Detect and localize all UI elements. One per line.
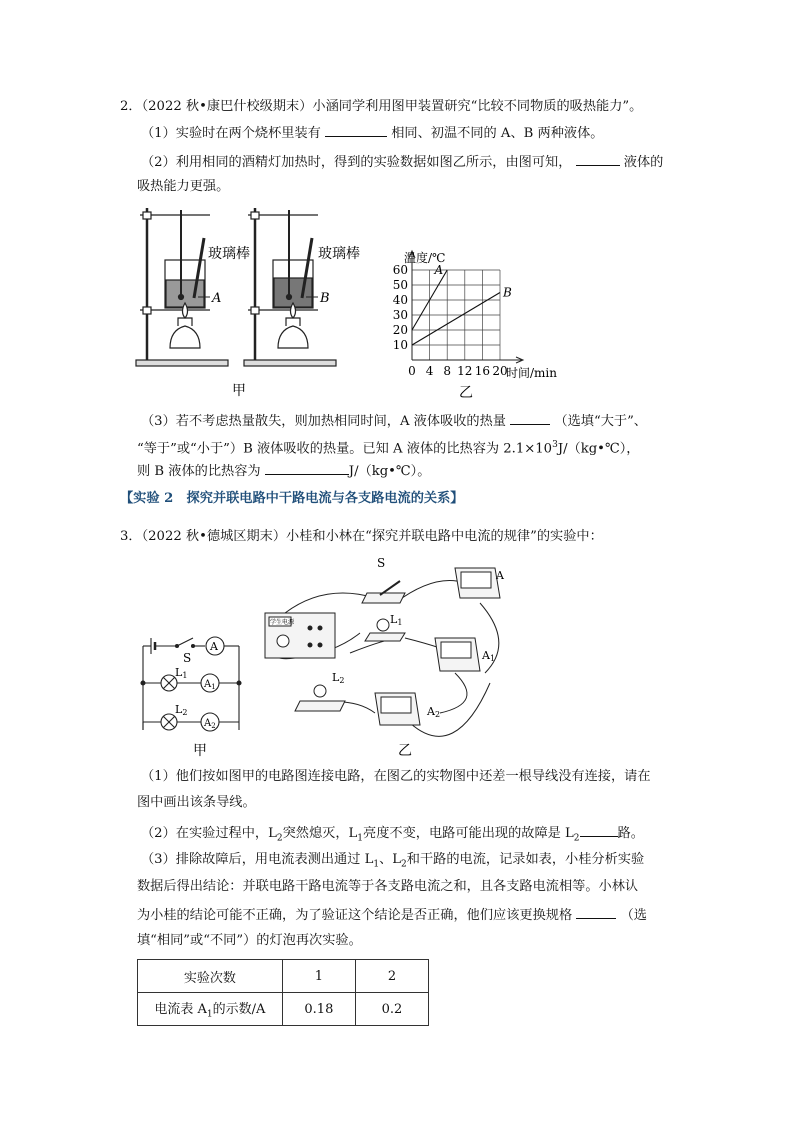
y-tick-label: 60 [392,263,408,277]
q3-part2-text-b: 突然熄灭，L [282,826,358,841]
y-tick-label: 40 [392,293,408,307]
label-l2: L2 [175,703,188,717]
q2-part2-text-a: （2）利用相同的酒精灯加热时，得到的实验数据如图乙所示，由图可知， [141,155,572,170]
q2-part3-text-b: （选填“大于”、 [554,414,647,429]
series-label-a: A [434,263,444,277]
q3-part2 [141,822,644,849]
q2-part3-text-a: （3）若不考虑热量散失，则加热相同时间，A 液体吸收的热量 [141,414,506,429]
q3-part1-cont: 图中画出该条导线。 [137,795,256,810]
q2-part3 [141,410,647,432]
q3-part3-sub2: 2 [401,859,407,870]
q3-part3-text-line3b: （选 [620,908,647,923]
label-ammeter-a2-phys: A2 [427,705,441,719]
q2-part3-line3 [137,460,430,482]
q3-part3-text-line3a: 为小桂的结论可能不正确，为了验证这个结论是否正确，他们应该更换规格 [137,908,573,923]
q3-part1: （1）他们按如图甲的电路图连接电路，在图乙的实物图中还差一根导线没有连接，请在 [141,769,651,784]
x-tick-label: 0 [408,364,416,378]
q3-part3 [141,850,644,875]
caption-circuit-jia: 甲 [193,743,207,759]
q2-part2 [141,151,663,173]
q3-circuit-diagram [135,620,265,760]
q3-physical-circuit [255,553,525,763]
q2-part3-text-c: “等于”或“小于”）B 液体吸收的热量。已知 A 液体的比热容为 2.1×10 [137,441,553,457]
x-tick-label: 20 [492,364,508,378]
label-liquid-a: A [212,291,222,306]
q3-part3-text-c: 和干路的电流，记录如表，小桂分析实验 [406,852,645,867]
q3-part2-text-c: 亮度不变，电路可能出现的故障是 L [363,826,574,841]
q3-part3-line2: 数据后得出结论：并联电路干路电流等于各支路电流之和，且各支路电流相等。小林认 [137,879,639,894]
label-l1-phys: L1 [390,613,403,627]
apparatus-a [136,208,228,366]
table-head-2: 2 [355,960,428,993]
label-power-supply: 学生电源 [270,619,295,626]
section-title-exp2: 【实验 2 探究并联电路中干路电流与各支路电流的关系】 [120,491,464,506]
q3-data-table [137,959,429,1026]
table-cell-2: 0.2 [355,993,428,1026]
caption-yi: 乙 [459,385,473,400]
label-switch-s: S [183,651,192,665]
q3-part3-sub1: 1 [373,859,380,870]
label-ammeter-a2: $A_2$ [204,718,216,730]
q2-part3-line2 [137,435,639,459]
q2-figure-apparatus [128,200,378,400]
q2-part3-exp: 3 [552,440,558,450]
apparatus-b [244,208,336,366]
q2-temperature-chart [390,240,575,400]
q3-blank-1[interactable] [580,822,618,837]
q2-part1 [141,122,603,144]
caption-jia: 甲 [232,383,246,399]
q2-blank-1[interactable] [325,122,387,137]
label-ammeter-a-phys: A [496,569,504,582]
q3-part3-line4: 填“相同”或“不同”）的灯泡再次实验。 [137,933,362,948]
q2-blank-3[interactable] [510,410,550,425]
q2-header: 2．（2022 秋•康巴什校级期末）小涵同学利用图甲装置研究“比较不同物质的吸热能力”。 [120,99,643,114]
q2-part1-text-a: （1）实验时在两个烧杯里装有 [141,126,321,141]
q2-part3-text-f: J/（kg•℃）。 [348,464,431,479]
label-l1: L1 [175,666,188,680]
table-head-trial: 实验次数 [138,960,283,993]
label-ammeter-a: A [210,640,218,653]
table-head-1: 1 [282,960,355,993]
series-label-b: B [503,285,512,300]
q2-part3-text-d: J/（kg•℃）， [557,441,640,457]
label-ammeter-a1-phys: A1 [482,649,496,663]
q2-blank-2[interactable] [576,151,620,166]
label-switch-s-phys: S [377,556,386,570]
series-line-b [412,293,500,346]
q3-part2-sub2: 1 [357,833,364,844]
caption-circuit-yi: 乙 [398,743,412,759]
q2-part1-text-b: 相同、初温不同的 A、B 两种液体。 [391,126,604,141]
q3-part2-sub3: 2 [573,833,580,844]
q3-part2-text-d: 路。 [617,826,644,841]
y-tick-label: 20 [392,323,408,337]
q3-blank-2[interactable] [576,904,616,919]
y-tick-label: 10 [392,338,408,352]
q2-part2-cont: 吸热能力更强。 [137,179,230,194]
label-l2-phys: L2 [332,671,345,685]
q3-part3-line3 [137,904,647,926]
x-axis-label: 时间/min [506,366,557,380]
label-liquid-b: B [320,291,330,306]
q3-part3-text-a: （3）排除故障后，用电流表测出通过 L [141,852,374,867]
y-tick-label: 30 [392,308,408,322]
q3-part2-sub1: 2 [276,833,283,844]
label-glass-rod-2: 玻璃棒 [318,246,360,262]
q2-part3-text-e: 则 B 液体的比热容为 [137,464,261,479]
x-tick-label: 4 [425,364,434,378]
q2-part2-text-b: 液体的 [623,155,664,170]
q2-blank-4[interactable] [265,460,349,475]
x-tick-label: 12 [457,364,473,378]
y-axis-label: 温度/℃ [404,251,446,265]
label-ammeter-a1: $A_1$ [204,679,216,691]
x-tick-label: 16 [474,364,491,378]
table-row [138,993,429,1026]
q3-part2-text-a: （2）在实验过程中，L [141,826,277,841]
table-row-label: 电流表 $A_1$的示数/A [138,993,283,1026]
table-header-row [138,960,429,993]
q3-header: 3．（2022 秋•德城区期末）小桂和小林在“探究并联电路中电流的规律”的实验中： [120,529,603,544]
table-cell-1: 0.18 [282,993,355,1026]
q3-part3-text-b: 、L [379,852,402,867]
x-tick-label: 8 [443,364,452,378]
y-tick-label: 50 [392,278,408,292]
label-glass-rod-1: 玻璃棒 [208,246,250,262]
